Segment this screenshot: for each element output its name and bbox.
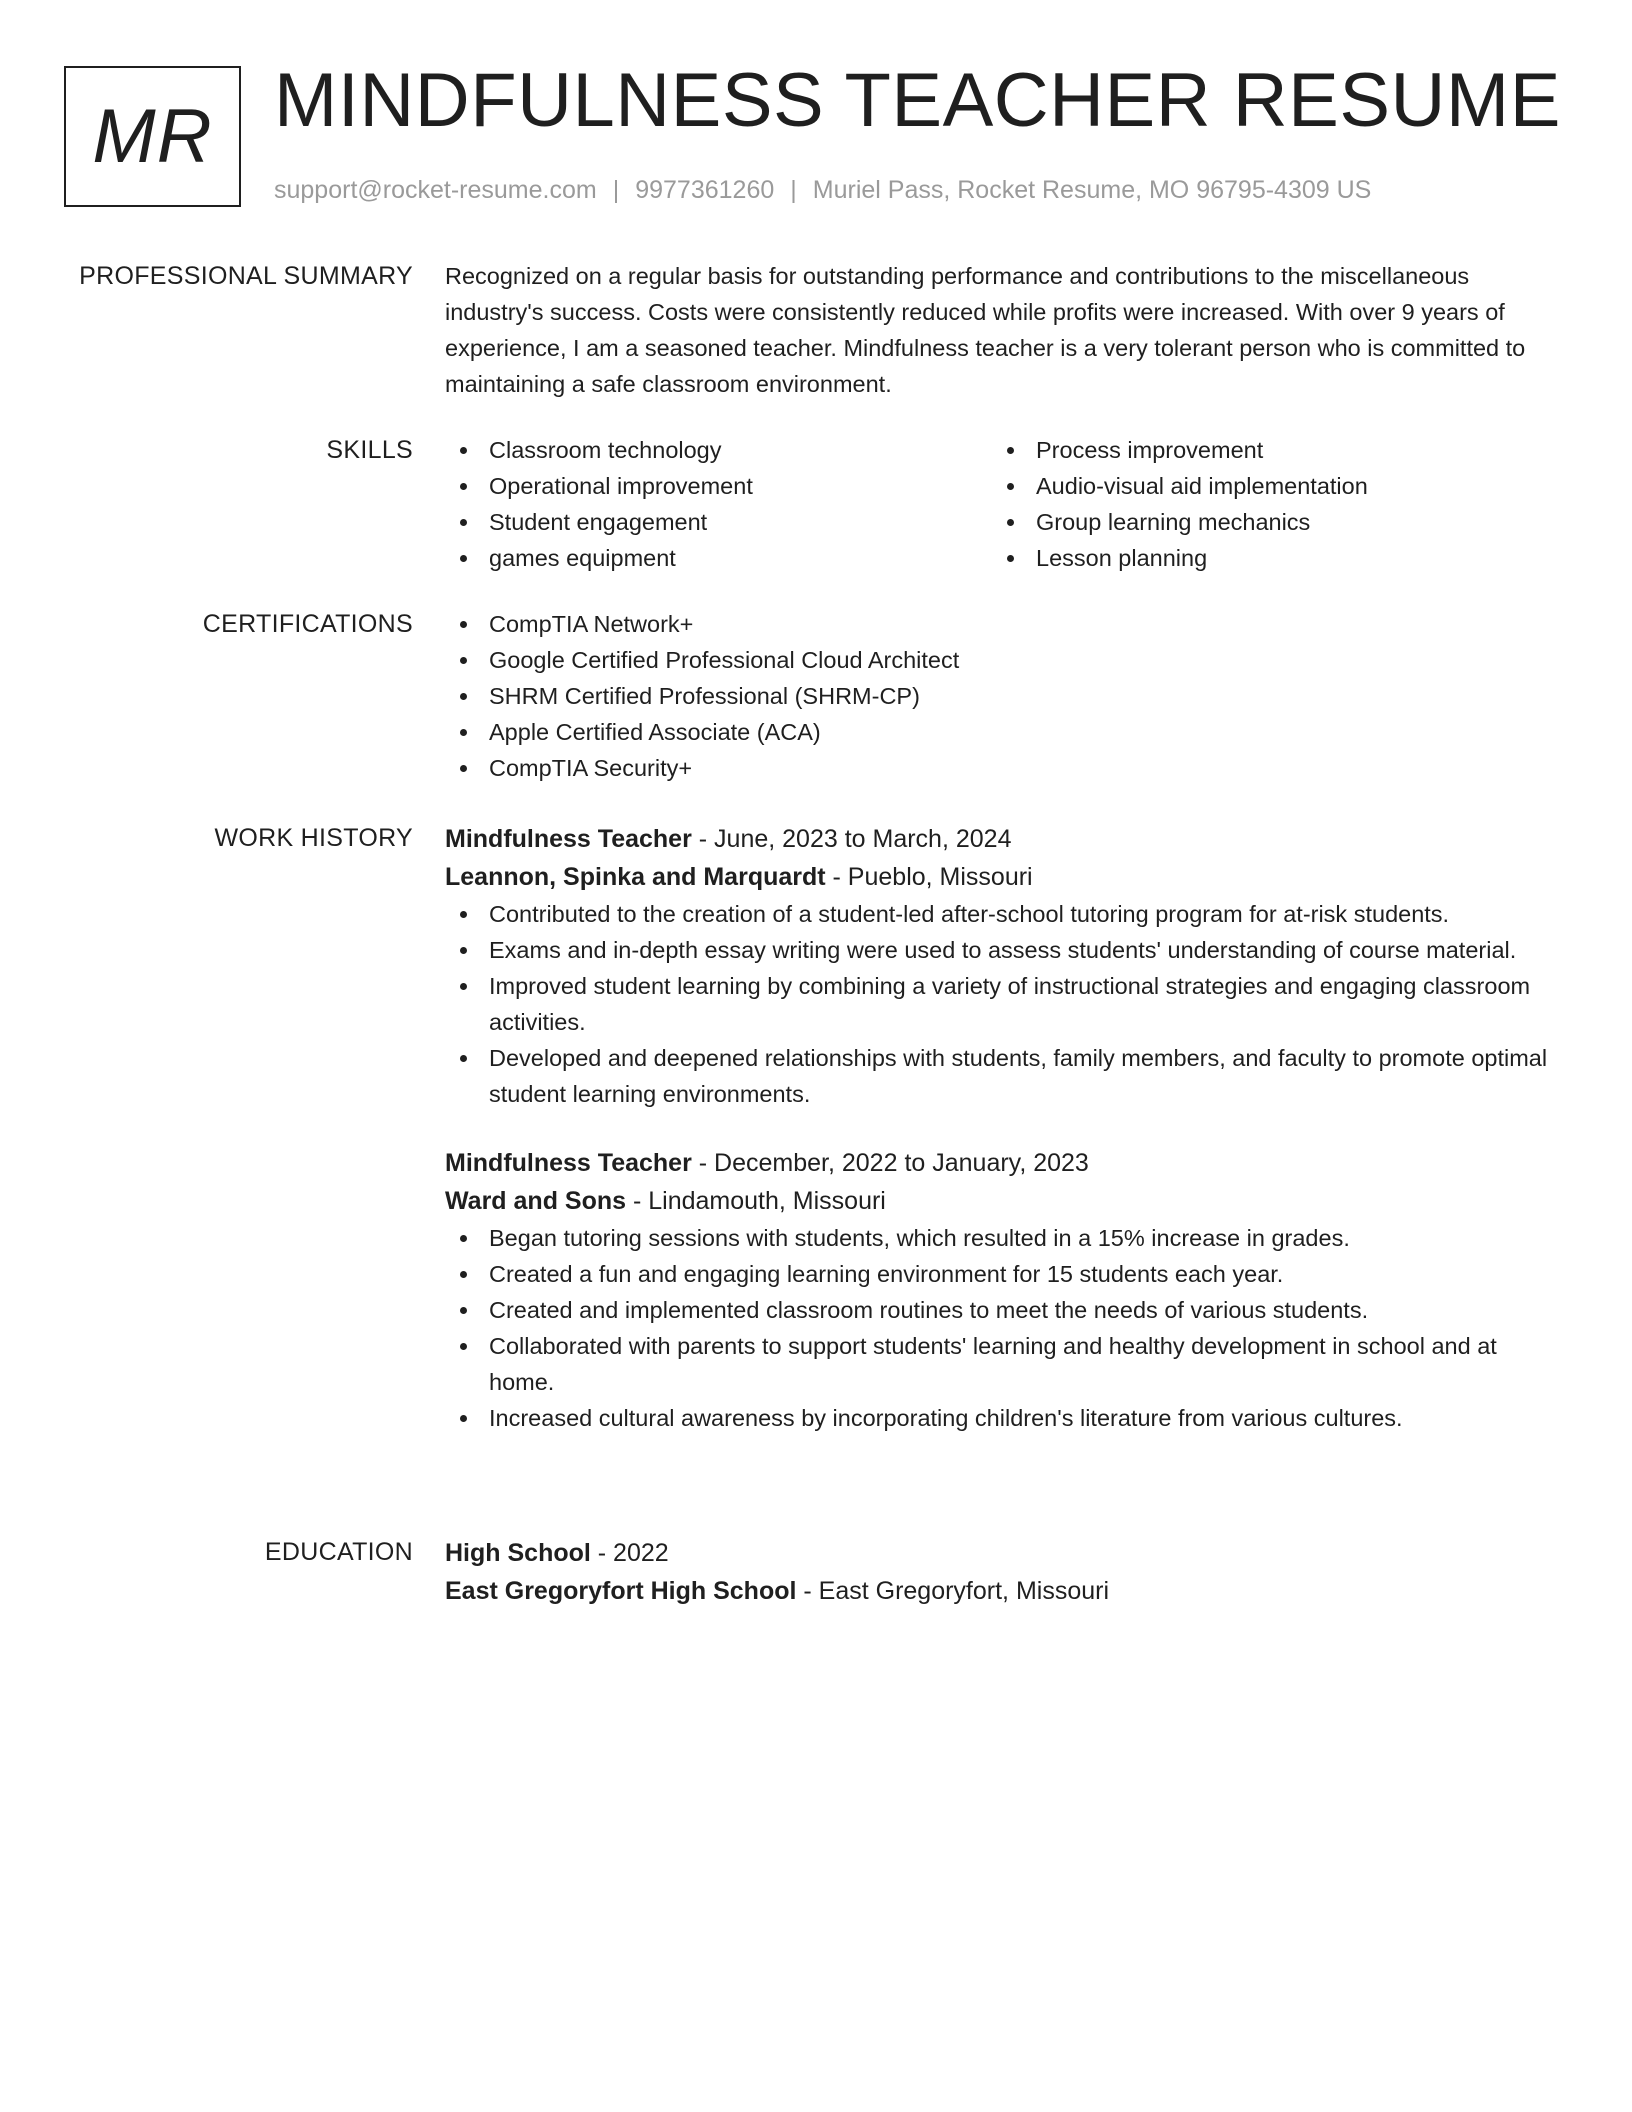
- job-entry: [445, 1144, 1560, 1436]
- job-bullets: [445, 896, 1560, 1112]
- skill-item: Audio-visual aid implementation: [992, 468, 1539, 504]
- education-degree-line: [445, 1534, 1560, 1572]
- skills-grid: [445, 432, 1560, 576]
- skill-item: Group learning mechanics: [992, 504, 1539, 540]
- summary-text: Recognized on a regular basis for outstanding performance and contributions to the miscellaneous industry's success. Costs were consistently reduced while profits were increased. With over 9 years of experience, I am a seasoned teacher. Mindfulness teacher is a very tolerant person who is committed to maintaining a safe classroom environment.: [445, 263, 1526, 397]
- skill-item: Lesson planning: [992, 540, 1539, 576]
- skills-heading: SKILLS: [326, 436, 413, 464]
- job-company: Ward and Sons: [445, 1187, 627, 1215]
- job-bullet: Created a fun and engaging learning environment for 15 students each year.: [445, 1256, 1560, 1292]
- job-title-line: [445, 1144, 1560, 1182]
- summary-body: [445, 258, 1560, 402]
- job-location: - Pueblo, Missouri: [825, 863, 1033, 891]
- resume-title: MINDFULNESS TEACHER RESUME: [274, 58, 1561, 143]
- monogram-box: [64, 66, 241, 207]
- skills-list-left: [445, 432, 992, 576]
- job-bullet: Created and implemented classroom routines to meet the needs of various students.: [445, 1292, 1560, 1328]
- work-history-body: [445, 820, 1560, 1436]
- job-title: Mindfulness Teacher: [445, 825, 692, 853]
- job-bullet: Collaborated with parents to support students' learning and healthy development in school and at home.: [445, 1328, 1560, 1400]
- education-school: East Gregoryfort High School: [445, 1577, 797, 1605]
- skill-item: Process improvement: [992, 432, 1539, 468]
- job-bullet: Increased cultural awareness by incorporating children's literature from various cultures.: [445, 1400, 1560, 1436]
- certifications-body: [445, 606, 1560, 786]
- job-company: Leannon, Spinka and Marquardt: [445, 863, 826, 891]
- certification-item: SHRM Certified Professional (SHRM-CP): [445, 678, 1560, 714]
- work-history-heading: WORK HISTORY: [214, 824, 413, 852]
- education-year: - 2022: [590, 1539, 669, 1567]
- certification-item: CompTIA Security+: [445, 750, 1560, 786]
- skills-list-right: [992, 432, 1539, 576]
- certification-item: Apple Certified Associate (ACA): [445, 714, 1560, 750]
- certification-item: CompTIA Network+: [445, 606, 1560, 642]
- skills-body: [445, 432, 1560, 576]
- job-company-line: [445, 1182, 1560, 1220]
- certifications-heading: CERTIFICATIONS: [202, 610, 413, 638]
- skill-item: games equipment: [445, 540, 992, 576]
- contact-separator: |: [790, 176, 797, 204]
- job-dates: - December, 2022 to January, 2023: [691, 1149, 1089, 1177]
- summary-heading: PROFESSIONAL SUMMARY: [79, 262, 413, 290]
- job-bullets: [445, 1220, 1560, 1436]
- job-bullet: Exams and in-depth essay writing were used to assess students' understanding of course material.: [445, 932, 1560, 968]
- skill-item: Student engagement: [445, 504, 992, 540]
- education-location: - East Gregoryfort, Missouri: [796, 1577, 1110, 1605]
- skill-item: Operational improvement: [445, 468, 992, 504]
- job-bullet: Began tutoring sessions with students, which resulted in a 15% increase in grades.: [445, 1220, 1560, 1256]
- education-heading: EDUCATION: [264, 1538, 413, 1566]
- job-bullet: Contributed to the creation of a student-led after-school tutoring program for at-risk students.: [445, 896, 1560, 932]
- education-body: [445, 1534, 1560, 1610]
- contact-phone[interactable]: 9977361260: [635, 176, 775, 204]
- certifications-list: [445, 606, 1560, 786]
- job-dates: - June, 2023 to March, 2024: [691, 825, 1012, 853]
- job-title-line: [445, 820, 1560, 858]
- job-company-line: [445, 858, 1560, 896]
- education-school-line: [445, 1572, 1560, 1610]
- education-degree: High School: [445, 1539, 591, 1567]
- job-bullet: Improved student learning by combining a variety of instructional strategies and engaging classroom activities.: [445, 968, 1560, 1040]
- job-bullet: Developed and deepened relationships with students, family members, and faculty to promote optimal student learning environments.: [445, 1040, 1560, 1112]
- monogram-initials: MR: [92, 94, 213, 179]
- contact-email[interactable]: support@rocket-resume.com: [274, 176, 597, 204]
- skill-item: Classroom technology: [445, 432, 992, 468]
- contact-line: [274, 174, 1371, 206]
- job-title: Mindfulness Teacher: [445, 1149, 692, 1177]
- job-location: - Lindamouth, Missouri: [626, 1187, 886, 1215]
- contact-address: Muriel Pass, Rocket Resume, MO 96795-4309 US: [812, 176, 1372, 204]
- job-entry: [445, 820, 1560, 1112]
- contact-separator: |: [612, 176, 620, 204]
- certification-item: Google Certified Professional Cloud Architect: [445, 642, 1560, 678]
